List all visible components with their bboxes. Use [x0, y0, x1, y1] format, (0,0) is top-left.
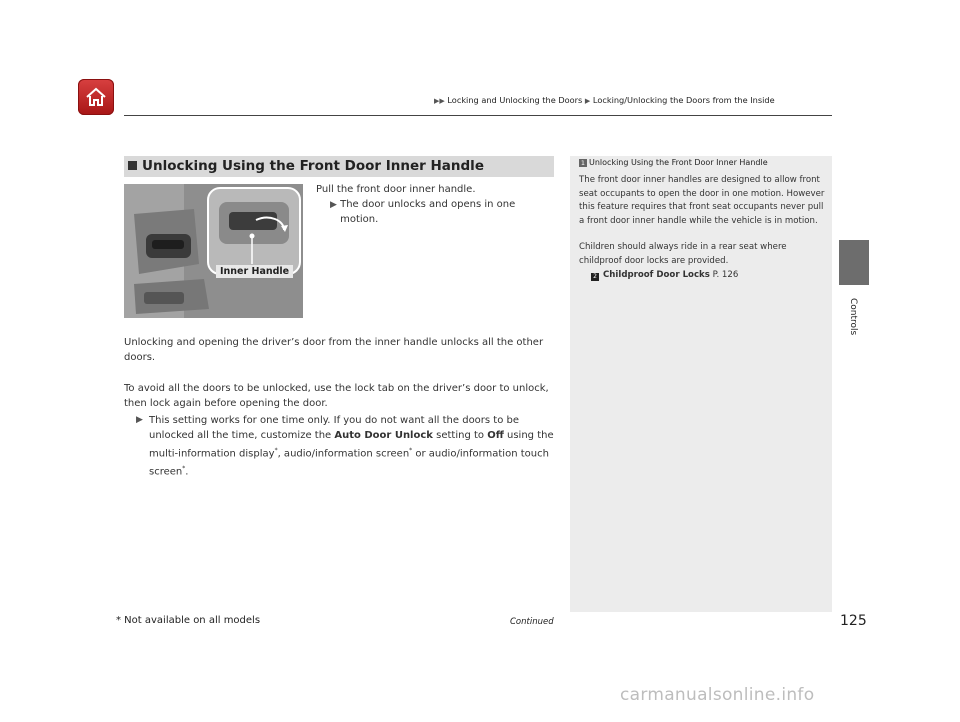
sidebar-paragraph-1: The front door inner handles are designed to allow front seat occupants to open the door in one motion. However this feature requires that front seat occupants never pull a front door inner handle while the vehicle is in motion.: [579, 175, 825, 226]
breadcrumb-item[interactable]: Locking/Unlocking the Doors from the Inside: [592, 95, 775, 105]
side-tab-label: Controls: [848, 298, 858, 336]
breadcrumb-arrow-icon: ▶▶: [434, 97, 445, 105]
footnote: * Not available on all models: [116, 615, 261, 626]
home-icon: [84, 85, 108, 109]
watermark: carmanualsonline.info: [620, 685, 815, 705]
cross-reference-icon: 2: [591, 273, 599, 281]
paragraph-2: To avoid all the doors to be unlocked, use the lock tab on the driver’s door to unlock, then lock again before opening the door.: [124, 383, 549, 409]
sidebar-title: 1 Unlocking Using the Front Door Inner Handle: [580, 158, 768, 167]
cross-reference-link[interactable]: 2 Childproof Door Locks P. 126: [591, 269, 829, 283]
page-number: 125: [840, 613, 867, 629]
square-bullet-icon: [128, 161, 137, 170]
step-text: Pull the front door inner handle.: [316, 184, 476, 195]
section-header: [124, 156, 554, 177]
step-result: ▶ The door unlocks and opens in one motion.: [330, 199, 516, 225]
side-tab[interactable]: [839, 240, 869, 285]
door-handle-illustration: [124, 184, 303, 318]
section-title: Unlocking Using the Front Door Inner Handle: [142, 158, 484, 174]
breadcrumb-arrow-icon: ▶: [584, 97, 591, 105]
note: ▶ This setting works for one time only. If you do not want all the doors to be unlocked all the time, customize the Auto Door Unlock setting to Off using the multi-information display*, audio/information screen* or audio/information touch screen*.: [136, 415, 554, 478]
inner-handle-label: Inner Handle: [216, 265, 293, 278]
sidebar-num: 1: [580, 159, 586, 167]
breadcrumb-item[interactable]: Locking and Unlocking the Doors: [447, 95, 583, 105]
result-arrow-icon: ▶: [330, 200, 337, 210]
sidebar-text: [579, 174, 829, 282]
top-rule: [124, 115, 832, 116]
sidebar-paragraph-2: Children should always ride in a rear seat where childproof door locks are provided.: [579, 242, 787, 266]
note-arrow-icon: ▶: [136, 415, 143, 425]
continued-label: Continued: [510, 617, 554, 627]
breadcrumb: [434, 95, 775, 105]
home-button[interactable]: [78, 79, 114, 115]
paragraph-1: Unlocking and opening the driver’s door from the inner handle unlocks all the other doors.: [124, 337, 544, 363]
